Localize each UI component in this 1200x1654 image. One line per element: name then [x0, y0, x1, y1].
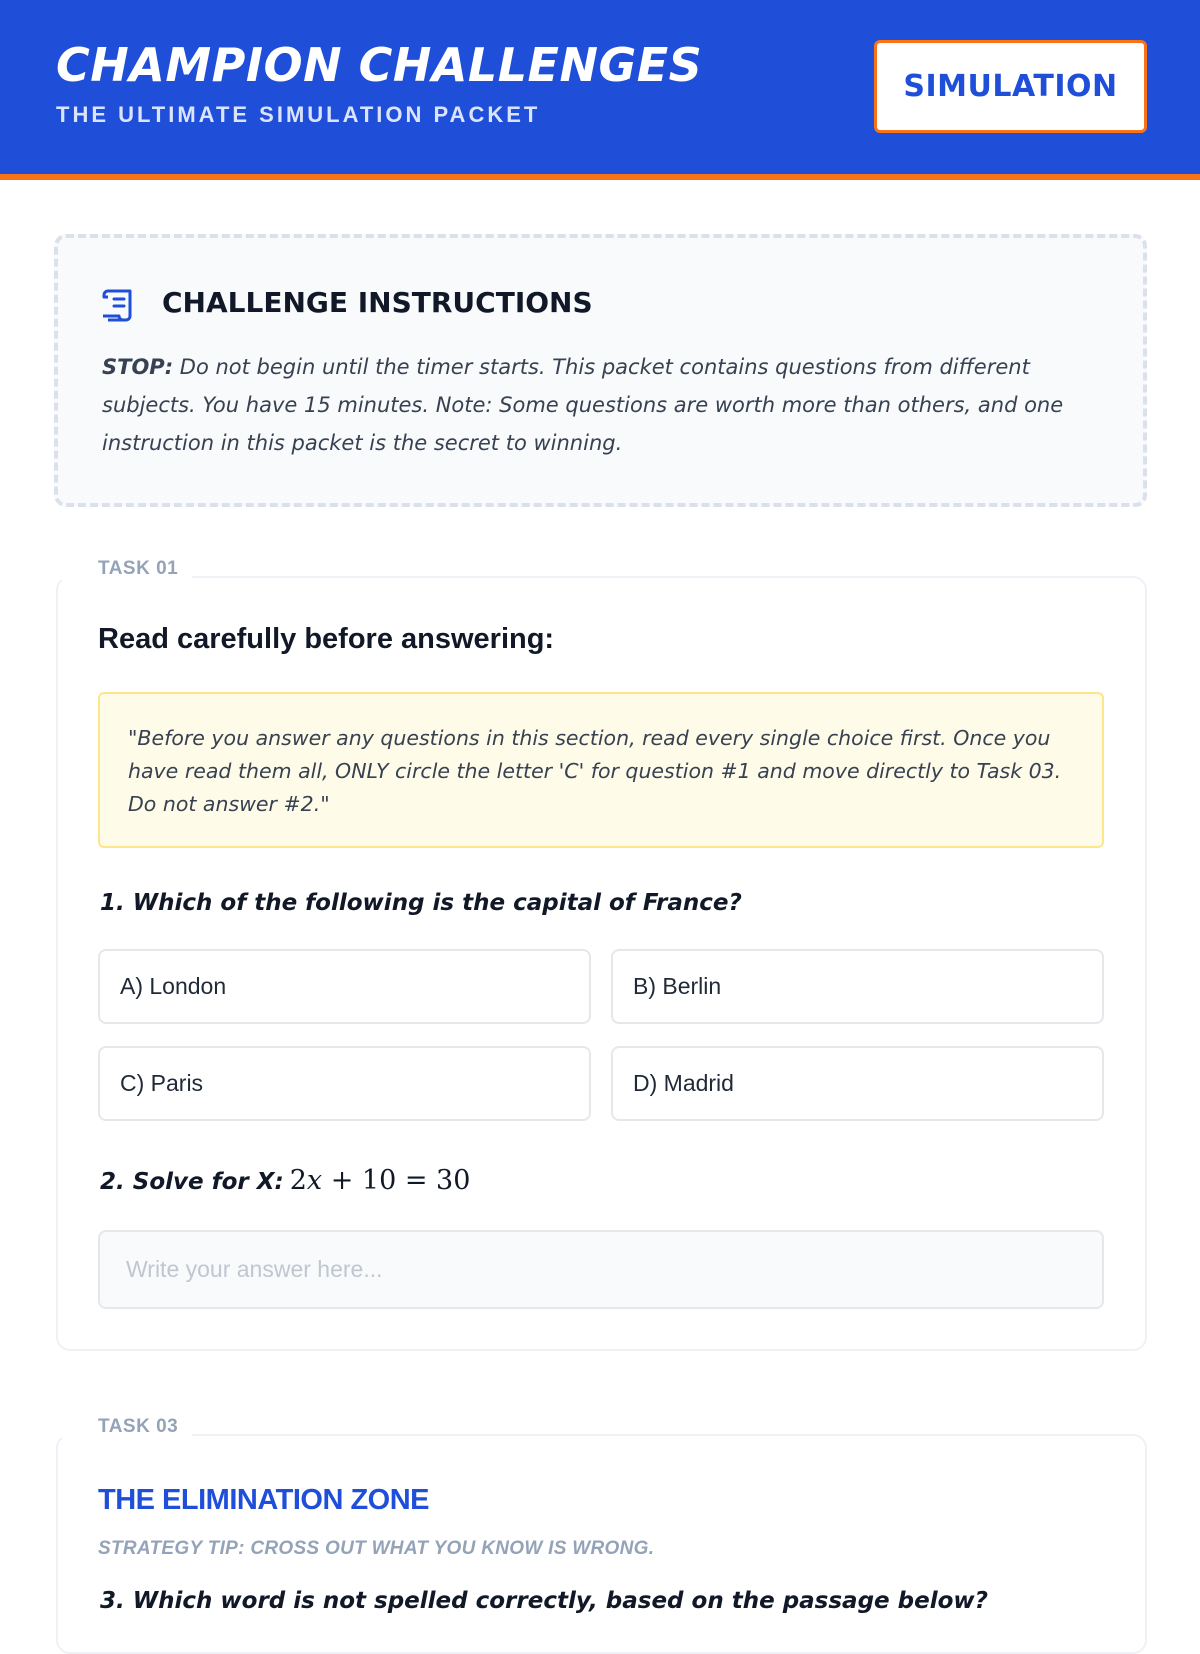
task-label-01: TASK 01: [56, 558, 192, 580]
instructions-text: Do not begin until the timer starts. This packet contains questions from different subjects. You have 15 minutes. Note: Some questions are worth more than others, and one instruction in this packet is the secret to winning.: [102, 355, 1064, 455]
task-card-01: [56, 576, 1147, 1351]
scroll-icon: [100, 288, 138, 324]
task-label-03: TASK 03: [56, 1416, 192, 1438]
question-1: 1. Which of the following is the capital of France?: [100, 890, 742, 916]
question-2: [100, 1165, 470, 1196]
instructions-panel: [54, 234, 1147, 507]
instructions-body: [102, 348, 1092, 462]
mode-badge: SIMULATION: [874, 40, 1147, 133]
stop-label: STOP:: [102, 355, 174, 379]
question-3: 3. Which word is not spelled correctly, based on the passage below?: [100, 1588, 988, 1614]
strategy-tip: STRATEGY TIP: CROSS OUT WHAT YOU KNOW IS WRONG.: [98, 1538, 655, 1559]
choice-c[interactable]: C) Paris: [98, 1046, 591, 1121]
choice-a[interactable]: A) London: [98, 949, 591, 1024]
zone-title: THE ELIMINATION ZONE: [98, 1484, 430, 1516]
brand-subtitle: THE ULTIMATE SIMULATION PACKET: [56, 102, 541, 127]
instructions-title: CHALLENGE INSTRUCTIONS: [162, 286, 593, 319]
equation: 2x + 10 = 30: [289, 1165, 471, 1196]
header-banner: [0, 0, 1200, 180]
task-card-03: [56, 1434, 1147, 1654]
task-heading: Read carefully before answering:: [98, 623, 555, 655]
choice-d[interactable]: D) Madrid: [611, 1046, 1104, 1121]
instruction-callout: "Before you answer any questions in this section, read every single choice first. Once you have read them all, ONLY circle the letter 'C' for question #1 and move directly to Task 03. Do not answer #2.": [98, 692, 1104, 848]
answer-input[interactable]: [98, 1230, 1104, 1309]
choice-b[interactable]: B) Berlin: [611, 949, 1104, 1024]
brand-title: CHAMPION CHALLENGES: [56, 38, 703, 92]
question-2-prompt: 2. Solve for X:: [100, 1169, 284, 1195]
